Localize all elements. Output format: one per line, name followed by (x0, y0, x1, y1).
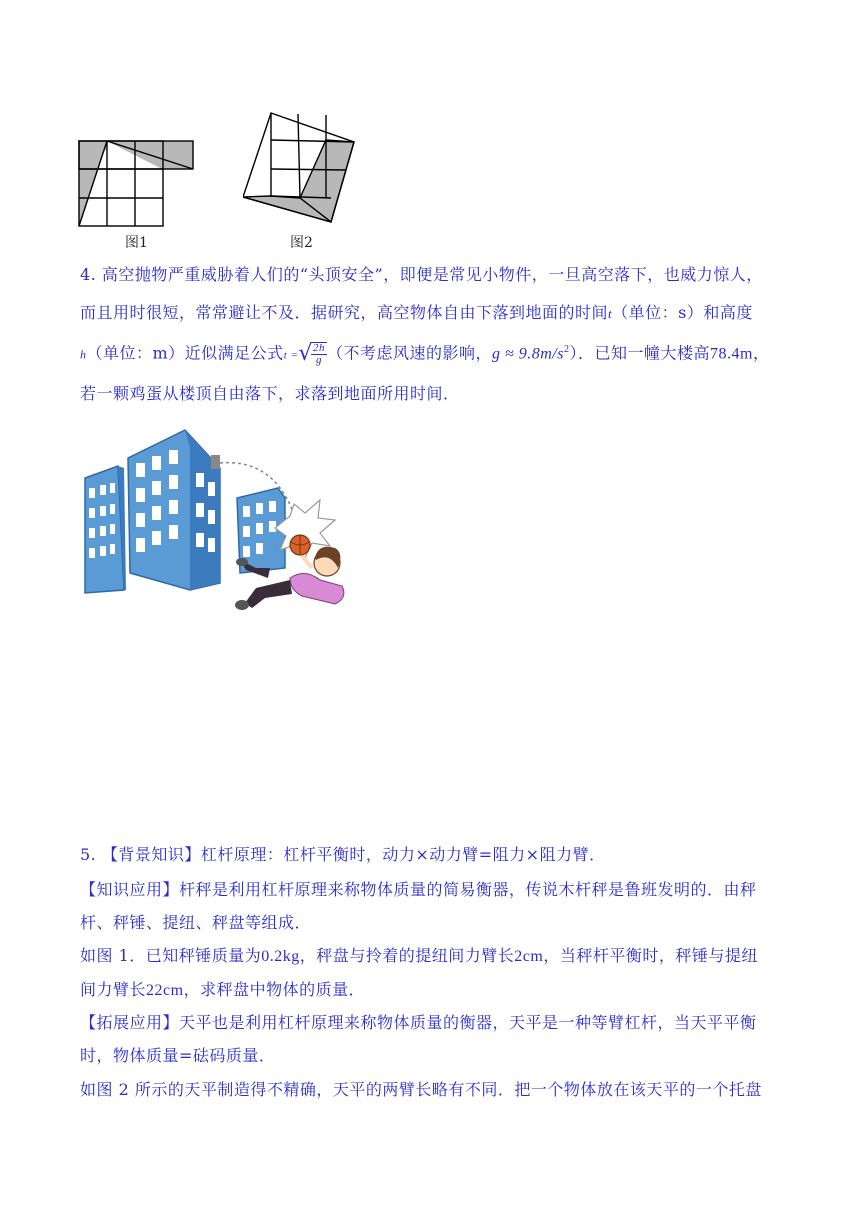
arm-2: 22cm (146, 982, 184, 999)
q4-line-3b: （不考虑风速的影响， (326, 343, 492, 363)
figure-1-grid (78, 140, 196, 230)
q5-line-3: 杆、秤锤、提纽、秤盘等组成． (80, 913, 312, 932)
q4-line-2 (80, 303, 753, 324)
q5-line-4a: 如图 1．已知秤锤质量为 (80, 946, 262, 965)
q5-line-2: 【知识应用】杆秤是利用杠杆原理来称物体质量的简易衡器，传说木杆秤是鲁班发明的．由秤 (80, 880, 757, 899)
q4-line-4: 若一颗鸡蛋从楼顶自由落下，求落到地面所用时间． (80, 384, 460, 403)
falling-object-illustration (80, 418, 355, 613)
q5-line-7: 时，物体质量=砝码质量． (80, 1046, 276, 1065)
q4-line-3a: （单位：m）近似满足公式 (86, 343, 284, 363)
q5-line-4b: ，秤盘与拎着的提纽间力臂长 (299, 946, 515, 965)
q4-var-t: t (608, 306, 613, 321)
formula-numerator: 2h (312, 341, 325, 354)
formula-fraction (311, 342, 327, 366)
formula-lhs: t = (283, 349, 299, 362)
left-building (85, 466, 126, 593)
q4-line-1: 4. 高空抛物严重威胁着人们的“头顶安全”，即便是常见小物件，一旦高空落下，也威力惊人， (80, 265, 763, 284)
q4-line-3c: ）．已知一幢大楼高 (569, 343, 710, 363)
q4-line-3 (80, 340, 769, 366)
q5-line-8: 如图 2 所示的天平制造得不精确，天平的两臂长略有不同．把一个物体放在该天平的一个托盘 (80, 1080, 762, 1099)
q4-line-2b: （单位：s）和高度 (612, 303, 753, 322)
q5-line-4 (80, 946, 758, 967)
g-approx: g ≈ 9.8m/s (491, 345, 564, 363)
sqrt-sign: √ (298, 340, 313, 366)
g-exponent: 2 (563, 344, 570, 355)
formula-denominator: g (315, 353, 322, 366)
building-height: 78.4m (710, 345, 753, 363)
q5-line-6: 【拓展应用】天平也是利用杠杆原理来称物体质量的衡器，天平是一种等臂杠杆，当天平平衡 (80, 1013, 757, 1032)
figure-2-grid (243, 112, 358, 227)
q4-line-2a: 而且用时很短，常常避让不及．据研究，高空物体自由下落到地面的时间 (80, 303, 609, 322)
center-building (128, 430, 220, 590)
q5-line-5a: 间力臂长 (80, 980, 147, 999)
weight-mass: 0.2kg (261, 948, 300, 965)
q5-line-5 (80, 980, 365, 1001)
q5-line-5b: ，求秤盘中物体的质量． (183, 980, 366, 999)
q4-var-h: h (80, 347, 87, 362)
figure-2-caption: 图2 (290, 235, 313, 251)
q5-line-4c: ，当秤杆平衡时，秤锤与提纽 (543, 946, 758, 965)
figure-1-caption: 图1 (125, 235, 148, 251)
q5-line-1: 5. 【背景知识】杠杆原理：杠杆平衡时，动力×动力臂=阻力×阻力臂． (80, 845, 606, 864)
arm-1: 2cm (514, 948, 544, 965)
q4-line-3d: ， (752, 343, 770, 363)
